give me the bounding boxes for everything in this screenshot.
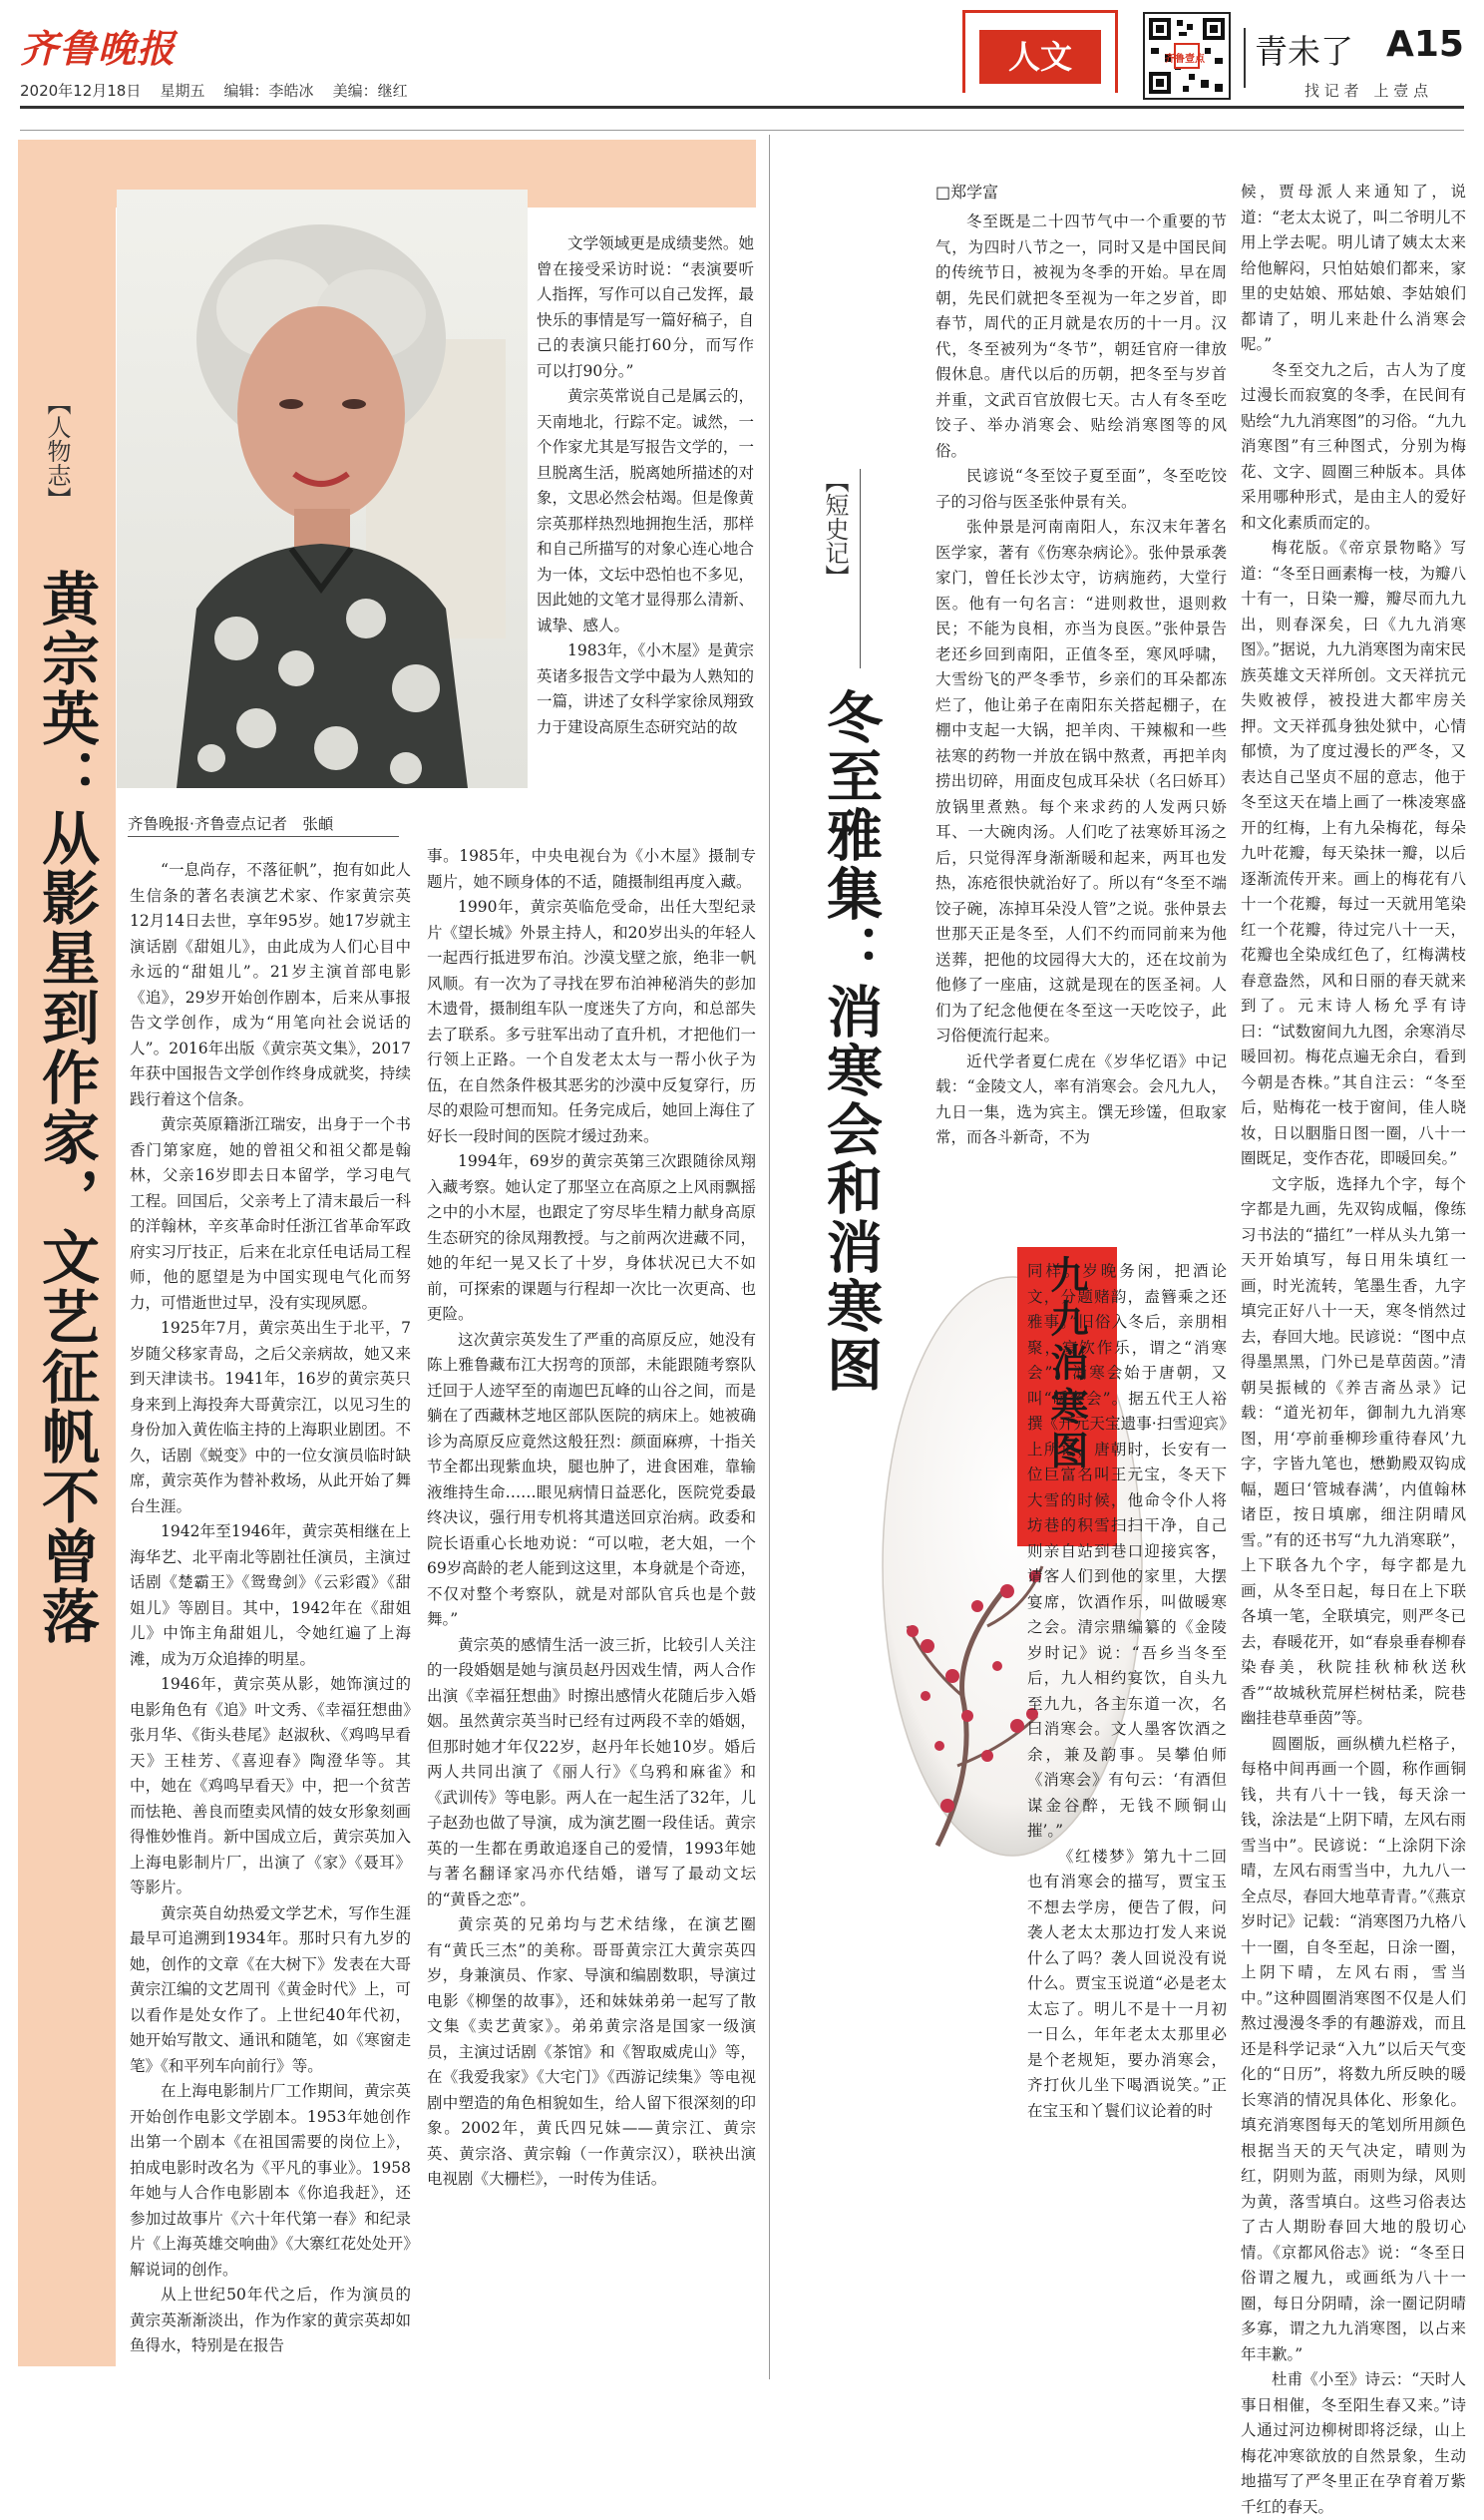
section-label: 人文: [1007, 38, 1072, 76]
masthead-divider: [1244, 28, 1246, 88]
editor-credit: 编辑：李皓冰: [223, 82, 314, 100]
article-divider: [769, 135, 770, 2379]
paragraph: 圆圈版，画纵横九栏格子，每格中间再画一个圆，称作画铜钱，共有八十一钱，每天涂一钱，涂法是“上阴下晴，左风右雨雪当中”。民谚说：“上涂阴下涂晴，左风右雨雪当中，九九八一全点尽，春回大地草青青。”《燕京岁时记》记载：“消寒图乃九格八十一圈，自冬至起，日涂一圈，上阴下晴，左风右雨，雪当中。”这种圆圈消寒图不仅是人们熬过漫漫冬季的有趣游戏，而且还是科学记录“入九”以后天气变化的“日历”，将数九所反映的暖长寒消的情况具体化、形象化。填充消寒图每天的笔划所用颜色根据当天的天气决定，晴则为红，阴则为蓝，雨则为绿，风则为黄，落雪填白。这些习俗表达了古人期盼春回大地的殷切心情。《京都风俗志》说：“冬至日俗谓之履九，或画纸为八十一圈，每日分阴晴，涂一圈记阴晴多寡，谓之九九消寒图，以占来年丰歉。”: [1241, 1734, 1466, 2363]
article2-byline: □郑学富: [935, 183, 999, 202]
paragraph: 黄宗英常说自己是属云的，天南地北，行踪不定。诚然，一个作家尤其是写报告文学的，一旦脱离生活，脱离她所描述的对象，文思必然会枯竭。但是像黄宗英那样热烈地拥抱生活，那样和自己所描写的对象心连心地合为一体，文坛中恐怕也不多见，因此她的文笔才显得那么清新、诚挚、感人。: [537, 387, 754, 634]
paragraph: 这次黄宗英发生了严重的高原反应，她没有陈上雅鲁藏布江大拐弯的顶部，未能跟随考察队迁回于人迹罕至的南迦巴瓦峰的山谷之间，而是躺在了西藏林芝地区部队医院的病床上。她被确诊为高原反应竟然这般狂烈：颜面麻痹，十指关节全都出现紫血块，腿也肿了，进食困难，靠输液维持生命……眼见病情日益恶化，医院党委最终决议，强行用专机将其遣送回京治病。政委和院长语重心长地劝说：“可以啦，老大姐，一个69岁高龄的老人能到这这里，本身就是个奇迹，不仅对整个考察队，就是对部队官兵也是个鼓舞。”: [427, 1330, 756, 1628]
issue-weekday: 星期五: [160, 82, 205, 100]
paragraph: 黄宗英自幼热爱文学艺术，写作生涯最早可追溯到1934年。那时只有九岁的她，创作的文章《在大树下》发表在大哥黄宗江编的文艺周刊《黄金时代》上，可以看作是处女作了。上世纪40年代初，她开始写散文、通讯和随笔，如《寒窗走笔》《和平列车向前行》等。: [130, 1903, 411, 2075]
art-editor-credit: 美编：继红: [332, 82, 408, 100]
article1-column-2-top: [537, 231, 754, 842]
paragraph: 文学领域更是成绩斐然。她曾在接受采访时说：“表演要听人指挥，写作可以自己发挥，最快乐的事情是写一篇好稿子，自己的表演只能打60分，而写作可以打90分。”: [537, 234, 754, 380]
paragraph: 同样。岁晚务闲，把酒论文，分题赌韵，盍簪乘之还雅事。”旧俗入冬后，亲朋相聚，宴饮作乐，谓之“消寒会”。消寒会始于唐朝，又叫“暖冬会”。据五代王人裕撰《开元天宝遗事·扫雪迎宾》上所记，唐朝时，长安有一位巨富名叫王元宝，冬天下大雪的时候，他命令仆人将坊巷的积雪扫扫干净，自己则亲自站到巷口迎接宾客，请客人们到他的家里，大摆宴席，饮酒作乐，叫做暖寒之会。清宗鼎编纂的《金陵岁时记》说：“吾乡当冬至后，九人相约宴饮，自头九至九九，各主东道一次，名曰消寒会。文人墨客饮酒之余，兼及韵事。吴攀伯师《消寒会》有句云：‘有酒但谋金谷醉，无钱不顾铜山摧’。”: [1027, 1262, 1227, 1840]
article2-tag-rule: [860, 469, 861, 668]
article2-column-1: [935, 210, 1227, 1251]
article1-title: 黄宗英：从影星到作家，文艺征帆不曾落: [32, 569, 100, 1646]
image-vertical-text: 九九消寒图: [1044, 1255, 1089, 1474]
paragraph: 1942年至1946年，黄宗英相继在上海华艺、北平南北等剧社任演员，主演过话剧《楚霸王》《鸳鸯剑》《云彩霞》《甜姐儿》等剧目。其中，1942年在《甜姐儿》中饰主角甜姐儿，令她红遍了上海滩，成为万众追捧的明星。: [130, 1522, 411, 1668]
paragraph: “一息尚存，不落征帆”，抱有如此人生信条的著名表演艺术家、作家黄宗英12月14日去世，享年95岁。她17岁就主演话剧《甜姐儿》，由此成为人们心目中永远的“甜姐儿”。21岁主演首部电影《追》，29岁开始创作剧本，后来从事报告文学创作，成为“用笔向社会说话的人”。2016年出版《黄宗英文集》，2017年获中国报告文学创作终身成就奖，持续践行着这个信条。: [130, 861, 411, 1108]
top-rule-right: [20, 130, 1464, 131]
paragraph: 民谚说“冬至饺子夏至面”，冬至吃饺子的习俗与医圣张仲景有关。: [935, 467, 1227, 511]
column-name: 青未了: [1255, 32, 1353, 71]
paragraph: 事。1985年，中央电视台为《小木屋》摄制专题片，她不顾身体的不适，随摄制组再度入藏。: [427, 847, 756, 891]
issue-date: 2020年12月18日: [20, 82, 142, 100]
article1-byline-rule: [128, 836, 399, 837]
paragraph: 候，贾母派人来通知了，说道：“老太太说了，叫二爷明儿不用上学去呢。明儿请了姨太太来给他解闷，只怕姑娘们都来，家里的史姑娘、邢姑娘、李姑娘们都请了，明儿来赴什么消寒会呢。”: [1241, 183, 1466, 353]
portrait-illustration: [117, 190, 528, 788]
article2-tag: 【短史记】: [821, 469, 849, 589]
masthead-rule: [20, 106, 1464, 109]
paragraph: 张仲景是河南南阳人，东汉末年著名医学家，著有《伤寒杂病论》。张仲景承袭家门，曾任长沙太守，访病施药，大堂行医。他有一句名言：“进则救世，退则救民；不能为良相，亦当为良医。”张仲景告老还乡回到南阳，正值冬至，寒风呼啸，大雪纷飞的严冬季节，乡亲们的耳朵都冻烂了，他让弟子在南阳东关搭起棚子，在棚中支起一大锅，把羊肉、干辣椒和一些祛寒的药物一并放在锅中熬煮，再把羊肉捞出切碎，用面皮包成耳朵状（名曰娇耳）放锅里煮熟。每个来求药的人发两只娇耳、一大碗肉汤。人们吃了祛寒娇耳汤之后，只觉得浑身渐渐暖和起来，两耳也发热，冻疮很快就治好了。所以有“冬至不端饺子碗，冻掉耳朵没人管”之说。张仲景去世那天正是冬至，人们不约而同前来为他送葬，把他的坟园得大大的，还在坟前为他修了一座庙，这就是现在的医圣祠。人们为了纪念他便在冬至这一天吃饺子，此习俗便流行起来。: [935, 518, 1227, 1045]
paragraph: 1925年7月，黄宗英出生于北平，7岁随父移家青岛，之后父亲病故，她又来到天津读书。1941年，16岁的黄宗英只身来到上海投奔大哥黄宗江，以见习生的身份加入黄佐临主持的上海职业剧团。不久，话剧《蜕变》中的一位女演员临时缺席，黄宗英作为替补救场，从此开始了舞台生涯。: [130, 1319, 411, 1515]
masthead: [0, 0, 1484, 118]
paragraph: 冬至交九之后，古人为了度过漫长而寂寞的冬季，在民间有贴绘“九九消寒图”的习俗。“九九消寒图”有三种图式，分别为梅花、文字、圆圈三种版本。具体采用哪种形式，是由主人的爱好和文化素质而定的。: [1241, 360, 1466, 532]
article1-column-1: [130, 858, 411, 2384]
masthead-slogan: 找 记 者 上 壹 点: [1304, 82, 1429, 100]
article2-column-3: [1241, 180, 1466, 2516]
paragraph: 近代学者夏仁虎在《岁华忆语》中记载：“金陵文人，率有消寒会。会凡九人，九日一集，选为宾主。馔无珍馐，但取家常，而各斗新奇，不为: [935, 1051, 1227, 1146]
article2-column-1-bottom: [1027, 1259, 1227, 2384]
page-number: A15: [1386, 24, 1464, 65]
paragraph: 冬至既是二十四节气中一个重要的节气，为四时八节之一，同时又是中国民间的传统节日，被视为冬季的开始。早在周朝，先民们就把冬至视为一年之岁首，即春节，周代的正月就是农历的十一月。汉代，冬至被列为“冬节”，朝廷官府一律放假休息。唐代以后的历朝，把冬至与岁首并重，文武百官放假七天。古人有冬至吃饺子、举办消寒会、贴绘消寒图等的风俗。: [935, 212, 1227, 460]
article2-title: 冬至雅集：消寒会和消寒图: [818, 688, 884, 1395]
paper-logo: 齐鲁晚报: [20, 26, 177, 71]
paragraph: 黄宗英的感情生活一波三折，比较引人关注的一段婚姻是她与演员赵丹因戏生情，两人合作出演《幸福狂想曲》时擦出感情火花随后步入婚姻。虽然黄宗英当时已经有过两段不幸的婚姻，但那时她才年仅22岁，赵丹年长她10岁。婚后两人共同出演了《丽人行》《乌鸦和麻雀》和《武训传》等电影。两人在一起生活了32年，儿子赵劲也做了导演，成为演艺圈一段佳话。黄宗英的一生都在勇敢追逐自己的爱情，1993年她与著名翻译家冯亦代结婚，谱写了最动文坛的“黄昏之恋”。: [427, 1635, 756, 1908]
article1-column-2: [427, 844, 756, 2384]
paragraph: 杜甫《小至》诗云：“天时人事日相催，冬至阳生春又来。”诗人通过河边柳树即将泛绿，山上梅花冲寒欲放的自然景象，生动地描写了严冬里正在孕育着万紫千红的春天。: [1241, 2370, 1466, 2516]
paragraph: 1990年，黄宗英临危受命，出任大型纪录片《望长城》外景主持人，和20岁出头的年轻人一起西行抵进罗布泊。沙漠戈壁之旅，绝非一帆风顺。有一次为了寻找在罗布泊神秘消失的彭加木遗骨，摄制组车队一度迷失了方向，和总部失去了联系。多亏驻军出动了直升机，才把他们一行领上正路。一个自发老太太与一帮小伙子为伍，在自然条件极其恶劣的沙漠中反复穿行，历尽的艰险可想而知。任务完成后，她回上海住了好长一段时间的医院才缓过劲来。: [427, 898, 756, 1145]
paragraph: 1946年，黄宗英从影，她饰演过的电影角色有《追》叶文秀、《幸福狂想曲》张月华、《街头巷尾》赵淑秋、《鸡鸣早看天》王桂芳、《喜迎春》陶澄华等。其中，她在《鸡鸣早看天》中，把一个贫苦而怯艳、善良而堕卖风情的妓女形象刻画得惟妙惟肖。新中国成立后，黄宗英加入上海电影制片厂，出演了《家》《聂耳》等影片。: [130, 1675, 411, 1896]
article1-tag: 【人物志】: [43, 391, 71, 511]
section-tab: [979, 30, 1101, 84]
qr-caption: 齐鲁壹点: [1165, 54, 1205, 65]
article1-byline: 齐鲁晚报·齐鲁壹点记者 张頔: [128, 815, 334, 833]
paragraph: 梅花版。《帝京景物略》写道：“冬至日画素梅一枝，为瓣八十有一，日染一瓣，瓣尽而九九出，则春深矣，曰《九九消寒图》。”据说，九九消寒图为南宋民族英雄文天祥所创。文天祥抗元失败被俘，被投进大都牢房关押。文天祥孤身独处狱中，心情郁愤，为了度过漫长的严冬，又表达自己坚贞不屈的意志，他于冬至这天在墙上画了一株凌寒盛开的红梅，上有九朵梅花，每朵九叶花瓣，每天染抹一瓣，以后逐渐流传开来。画上的梅花有八十一个花瓣，每过一天就用笔染红一个花瓣，待过完八十一天，花瓣也全染成红色了，红梅满枝春意盎然，风和日丽的春天就来到了。元末诗人杨允孚有诗曰：“试数窗间九九图，余寒消尽暖回初。梅花点遍无余白，看到今朝是杏株。”其自注云：“冬至后，贴梅花一枝于窗间，佳人晓妆，日以胭脂日图一圈，八十一圈既足，变作杏花，即暖回矣。”: [1241, 539, 1466, 1167]
paragraph: 1983年，《小木屋》是黄宗英诸多报告文学中最为人熟知的一篇，讲述了女科学家徐凤翔致力于建设高原生态研究站的故: [537, 641, 754, 736]
portrait-photo: [117, 190, 528, 788]
paragraph: 从上世纪50年代之后，作为演员的黄宗英渐渐淡出，作为作家的黄宗英却如鱼得水，特别是在报告: [130, 2286, 411, 2354]
paragraph: 1994年，69岁的黄宗英第三次跟随徐凤翔入藏考察。她认定了那坚立在高原之上风雨飘摇之中的小木屋，也跟定了穷尽毕生精力献身高原生态研究的徐凤翔教授。与之前两次进藏不同，她的年纪一晃又长了十岁，身体状况已大不如前，可探索的课题与行程却一次比一次更高、也更险。: [427, 1152, 756, 1323]
paragraph: 在上海电影制片厂工作期间，黄宗英开始创作电影文学剧本。1953年她创作出第一个剧本《在祖国需要的岗位上》，拍成电影时改名为《平凡的事业》。1958年她与人合作电影剧本《你追我赶》，还参加过故事片《六十年代第一春》和纪录片《上海英雄交响曲》《大寨红花处处开》解说词的创作。: [130, 2082, 411, 2279]
paragraph: 黄宗英原籍浙江瑞安，出身于一个书香门第家庭，她的曾祖父和祖父都是翰林，父亲16岁即去日本留学，学习电气工程。回国后，父亲考上了清末最后一科的洋翰林，辛亥革命时任浙江省革命军政府实习厅技正，后来在北京任电话局工程师，他的愿望是为中国实现电气化而努力，可惜逝世过早，没有实现夙愿。: [130, 1115, 411, 1312]
paragraph: 《红楼梦》第九十二回也有消寒会的描写，贾宝玉不想去学房，便告了假，问袭人老太太那边打发人来说什么了吗？袭人回说没有说什么。贾宝玉说道“必是老太太忘了。明儿不是十一月初一日么，年年老太太那里必是个老规矩，要办消寒会，齐打伙儿坐下喝酒说笑。”正在宝玉和丫鬟们议论着的时: [1027, 1847, 1227, 2120]
paragraph: 黄宗英的兄弟均与艺术结缘，在演艺圈有“黄氏三杰”的美称。哥哥黄宗江大黄宗英四岁，身兼演员、作家、导演和编剧数职，导演过电影《柳堡的故事》，还和妹妹弟弟一起写了散文集《卖艺黄家》。弟弟黄宗洛是国家一级演员，主演过话剧《茶馆》和《智取威虎山》等，在《我爱我家》《大宅门》《西游记续集》等电视剧中塑造的角色相貌如生，给人留下很深刻的印象。2002年，黄氏四兄妹——黄宗江、黄宗英、黄宗洛、黄宗翰（一作黄宗汉），联袂出演电视剧《大栅栏》，一时传为佳话。: [427, 1915, 756, 2188]
page-meta: [20, 80, 408, 101]
paragraph: 文字版，选择九个字，每个字都是九画，先双钩成幅，像练习书法的“描红”一样从头九第一天开始填写，每日用朱填红一画，时光流转，笔墨生香，九字填完正好八十一天，寒冬悄然过去，春回大地。民谚说：“图中点得墨黑黑，门外已是草茵茵。”清朝吴振棫的《养吉斋丛录》记载：“道光初年，御制九九消寒图，用‘亭前垂柳珍重待春风’九字，字皆九笔也，懋勤殿双钩成幅，题曰‘管城春满’，内值翰林诸臣，按日填廓，细注阴晴风雪。”有的还书写“九九消寒联”，上下联各九个字，每字都是九画，从冬至日起，每日在上下联各填一笔，全联填完，则严冬已去，春暖花开，如“春泉垂春柳春染春美，秋院挂秋柿秋送秋香”“故城秋荒屏栏树枯柔，院巷幽挂巷草垂茵”等。: [1241, 1174, 1466, 1727]
